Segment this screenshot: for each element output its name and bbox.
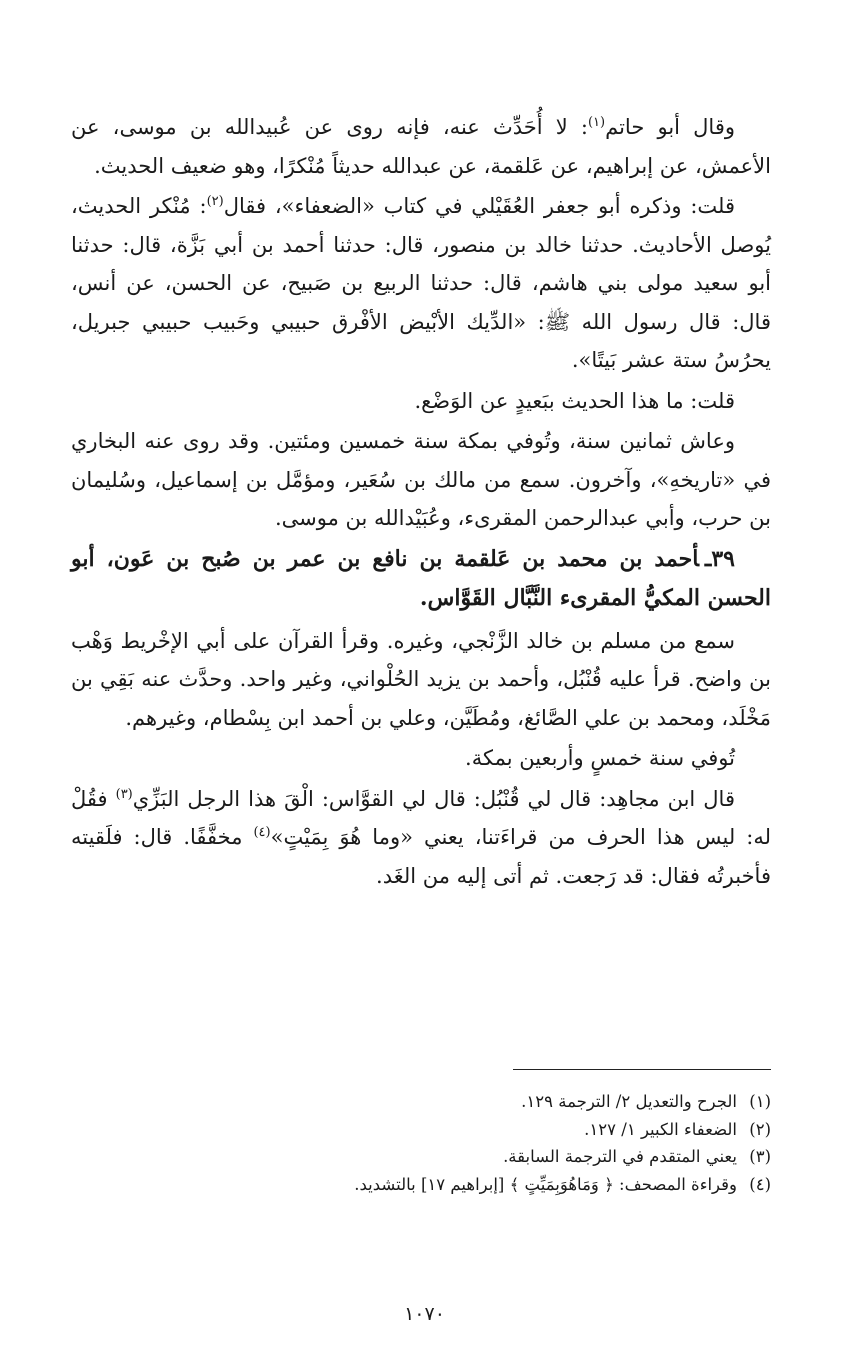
footnote-ref-3[interactable]: (٣) [115, 786, 133, 802]
paragraph-mid: فقُلْ له: ليس هذا الحرف من قراءَتنا، يعني «وما هُوَ بِمَيْتٍ» [71, 786, 771, 849]
footnote-text: الضعفاء الكبير ١/ ١٢٧. [584, 1119, 737, 1139]
footnotes [71, 1088, 771, 1198]
paragraph-rest: : لا أُحَدِّث عنه، فإنه روى عن عُبيدالله بن موسى، عن الأعمش، عن إبراهيم، عن عَلقمة، عن عبدالله حديثاً مُنْكرًا، وهو ضعيف الحديث. [71, 115, 771, 178]
footnote-text: الجرح والتعديل ٢/ الترجمة ١٢٩. [521, 1092, 737, 1111]
page-number: ١٠٧٠ [404, 1303, 445, 1325]
footnote-ref-4[interactable]: (٤) [253, 825, 271, 840]
entry-title: أحمد بن محمد بن عَلقمة بن نافع بن عمر بن صُبح بن عَون، أبو الحسن المكيُّ المقرىء النَّبَّال القَوَّاس. [71, 545, 771, 611]
paragraph-death-year: تُوفي سنة خمسٍ وأربعين بمكة. [465, 746, 735, 770]
footnote-number: (٣) [749, 1147, 771, 1166]
paragraph-lead: قال ابن مجاهِد: قال لي قُنْبُل: قال لي القوَّاس: الْقَ هذا الرجل البَزِّي [132, 786, 735, 811]
paragraph-death: وعاش ثمانين سنة، وتُوفي بمكة سنة خمسين ومئتين. وقد روى عنه البخاري في «تاريخهِ»، وآخرون. سمع من مالك بن سُعَير، ومؤمَّل بن إسماعيل، وسُليمان بن حرب، وأبي عبدالرحمن المقرىء، وعُبَيْدالله بن موسى. [71, 429, 771, 530]
paragraph-abu-hatim [71, 108, 771, 185]
paragraph-ibn-mujahid [71, 780, 771, 896]
paragraph-uqayli [71, 187, 771, 380]
footnote-item [71, 1116, 771, 1144]
paragraph-teachers: سمع من مسلم بن خالد الزَّنْجي، وغيره. وقرأ القرآن على أبي الإخْريط وَهْب بن واضح. قرأ عليه قُنْبُل، وأحمد بن يزيد الحُلْواني، وغير واحد. وحدَّث عنه بَقِي بن مَخْلَد، ومحمد بن علي الصَّائغ، ومُطَيَّن، وعلي بن أحمد ابن بِسْطام، وغيرهم. [71, 628, 771, 730]
footnote-number: (٢) [749, 1119, 771, 1139]
footnote-text: يعني المتقدم في الترجمة السابقة. [503, 1147, 737, 1166]
footnote-ref-1[interactable]: (١) [587, 115, 606, 130]
footnote-divider [513, 1069, 771, 1070]
paragraph-comment: قلت: ما هذا الحديث ببَعيدٍ عن الوَضْع. [414, 388, 735, 413]
paragraph-rest: مخفَّفًا. قال: فلَقيته فأخبرتُه فقال: قد رَجعت. ثم أتى إليه من الغَد. [71, 825, 771, 888]
footnote-text: وقراءة المصحف: ﴿ وَمَاهُوَبِمَيِّتٍ ﴾ [إبراهيم ١٧] بالتشديد. [354, 1174, 737, 1194]
footnote-item [71, 1143, 771, 1171]
main-text [71, 108, 771, 897]
footnote-item [71, 1171, 771, 1199]
entry-heading-39 [71, 540, 771, 618]
entry-number: ٣٩ـ [704, 545, 735, 572]
footnote-item [71, 1088, 771, 1116]
footnote-number: (١) [749, 1092, 771, 1111]
paragraph-rest: : مُنْكر الحديث، يُوصل الأحاديث. حدثنا خالد بن منصور، قال: حدثنا أحمد بن أبي بَزَّة، قال: حدثنا أبو سعيد مولى بني هاشم، قال: حدثنا الربيع بن صَبيح، عن الحسن، عن أنس، قال: قال رسول الله ﷺ: «الدِّيك الأبْيض الأفْرق حبيبي وحَبيب حبيبي جبريل، يحرُسُ ستة عشر بَيتًا». [71, 194, 771, 372]
footnote-number: (٤) [749, 1174, 771, 1194]
paragraph-lead: وقال أبو حاتم [605, 115, 735, 139]
paragraph-lead: قلت: وذكره أبو جعفر العُقَيْلي في كتاب «الضعفاء»، فقال [223, 194, 736, 218]
footnote-ref-2[interactable]: (٢) [206, 194, 224, 209]
